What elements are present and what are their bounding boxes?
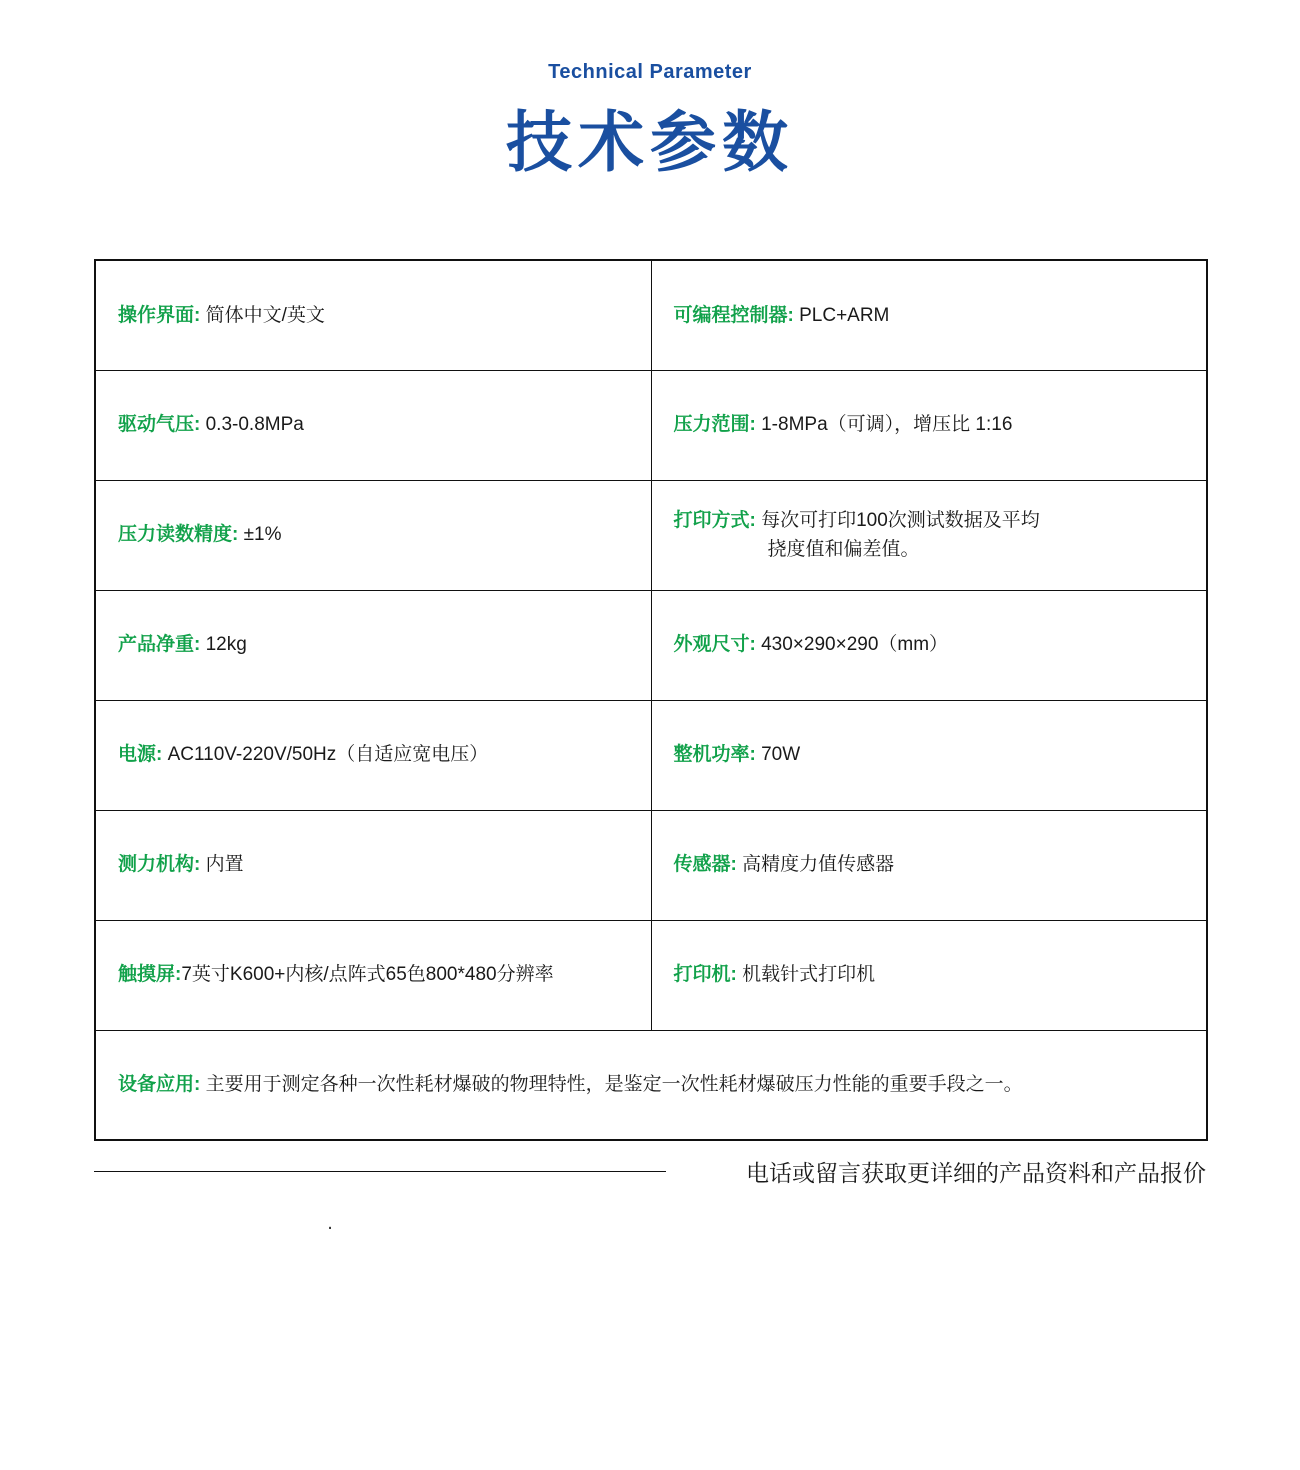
label-pressure-accuracy: 压力读数精度: — [118, 524, 239, 546]
label-touchscreen: 触摸屏: — [118, 964, 182, 986]
value-net-weight: 12kg — [205, 634, 247, 656]
table-row — [95, 370, 1207, 480]
table-cell-net-weight — [95, 590, 651, 700]
value-print-mode-line2: 挠度值和偏差值。 — [767, 539, 920, 560]
value-total-power: 70W — [761, 744, 801, 766]
label-application: 设备应用: — [118, 1074, 201, 1096]
label-net-weight: 产品净重: — [118, 634, 201, 656]
table-row — [95, 590, 1207, 700]
value-power-supply: AC110V-220V/50Hz（自适应宽电压） — [167, 744, 489, 766]
value-pressure-accuracy: ±1% — [243, 524, 282, 546]
value-print-mode: 每次可打印100次测试数据及平均 — [761, 509, 1040, 531]
table-row — [95, 810, 1207, 920]
table-cell-printer — [651, 920, 1207, 1030]
table-cell-plc-controller — [651, 260, 1207, 370]
value-operation-interface: 简体中文/英文 — [205, 304, 325, 326]
label-total-power: 整机功率: — [673, 744, 756, 766]
table-row — [95, 480, 1207, 590]
table-cell-drive-air-pressure — [95, 370, 651, 480]
technical-parameter-table — [94, 259, 1208, 1141]
footer-divider — [94, 1171, 666, 1172]
value-dimensions: 430×290×290（mm） — [761, 634, 949, 656]
table-row — [95, 920, 1207, 1030]
value-application: 主要用于测定各种一次性耗材爆破的物理特性，是鉴定一次性耗材爆破压力性能的重要手段之一。 — [205, 1074, 1023, 1096]
header-subtitle: Technical Parameter — [548, 61, 752, 83]
label-operation-interface: 操作界面: — [118, 304, 201, 326]
footer-contact-row — [0, 1155, 1300, 1188]
value-sensor: 高精度力值传感器 — [742, 854, 895, 876]
table-cell-touchscreen — [95, 920, 651, 1030]
label-power-supply: 电源: — [118, 744, 163, 766]
spec-table-container — [94, 259, 1206, 1141]
value-force-mechanism: 内置 — [205, 854, 244, 876]
label-print-mode: 打印方式: — [673, 509, 756, 531]
table-cell-print-mode — [651, 480, 1207, 590]
label-drive-air-pressure: 驱动气压: — [118, 414, 201, 436]
value-printer: 机载针式打印机 — [742, 964, 876, 986]
label-sensor: 传感器: — [673, 854, 737, 876]
table-cell-pressure-accuracy — [95, 480, 651, 590]
value-pressure-range: 1-8MPa（可调），增压比 1:16 — [761, 414, 1013, 436]
footer-dot: . — [327, 1212, 333, 1234]
page-footer — [0, 1155, 1300, 1265]
page-title: 技术参数 — [506, 105, 794, 179]
table-cell-total-power — [651, 700, 1207, 810]
table-cell-operation-interface — [95, 260, 651, 370]
table-cell-application — [95, 1030, 1207, 1140]
table-cell-force-mechanism — [95, 810, 651, 920]
table-row-application — [95, 1030, 1207, 1140]
table-row — [95, 700, 1207, 810]
value-plc-controller: PLC+ARM — [799, 304, 890, 326]
label-printer: 打印机: — [673, 964, 737, 986]
footer-contact-text: 电话或留言获取更详细的产品资料和产品报价 — [746, 1160, 1206, 1186]
table-cell-dimensions — [651, 590, 1207, 700]
page-header — [0, 0, 1300, 179]
table-row — [95, 260, 1207, 370]
label-dimensions: 外观尺寸: — [673, 634, 756, 656]
table-cell-pressure-range — [651, 370, 1207, 480]
value-touchscreen: 7英寸K600+内核/点阵式65色800*480分辨率 — [181, 964, 554, 986]
value-drive-air-pressure: 0.3-0.8MPa — [205, 414, 304, 436]
label-plc-controller: 可编程控制器: — [673, 304, 794, 326]
label-force-mechanism: 测力机构: — [118, 854, 201, 876]
label-pressure-range: 压力范围: — [673, 414, 756, 436]
table-cell-power-supply — [95, 700, 651, 810]
table-cell-sensor — [651, 810, 1207, 920]
